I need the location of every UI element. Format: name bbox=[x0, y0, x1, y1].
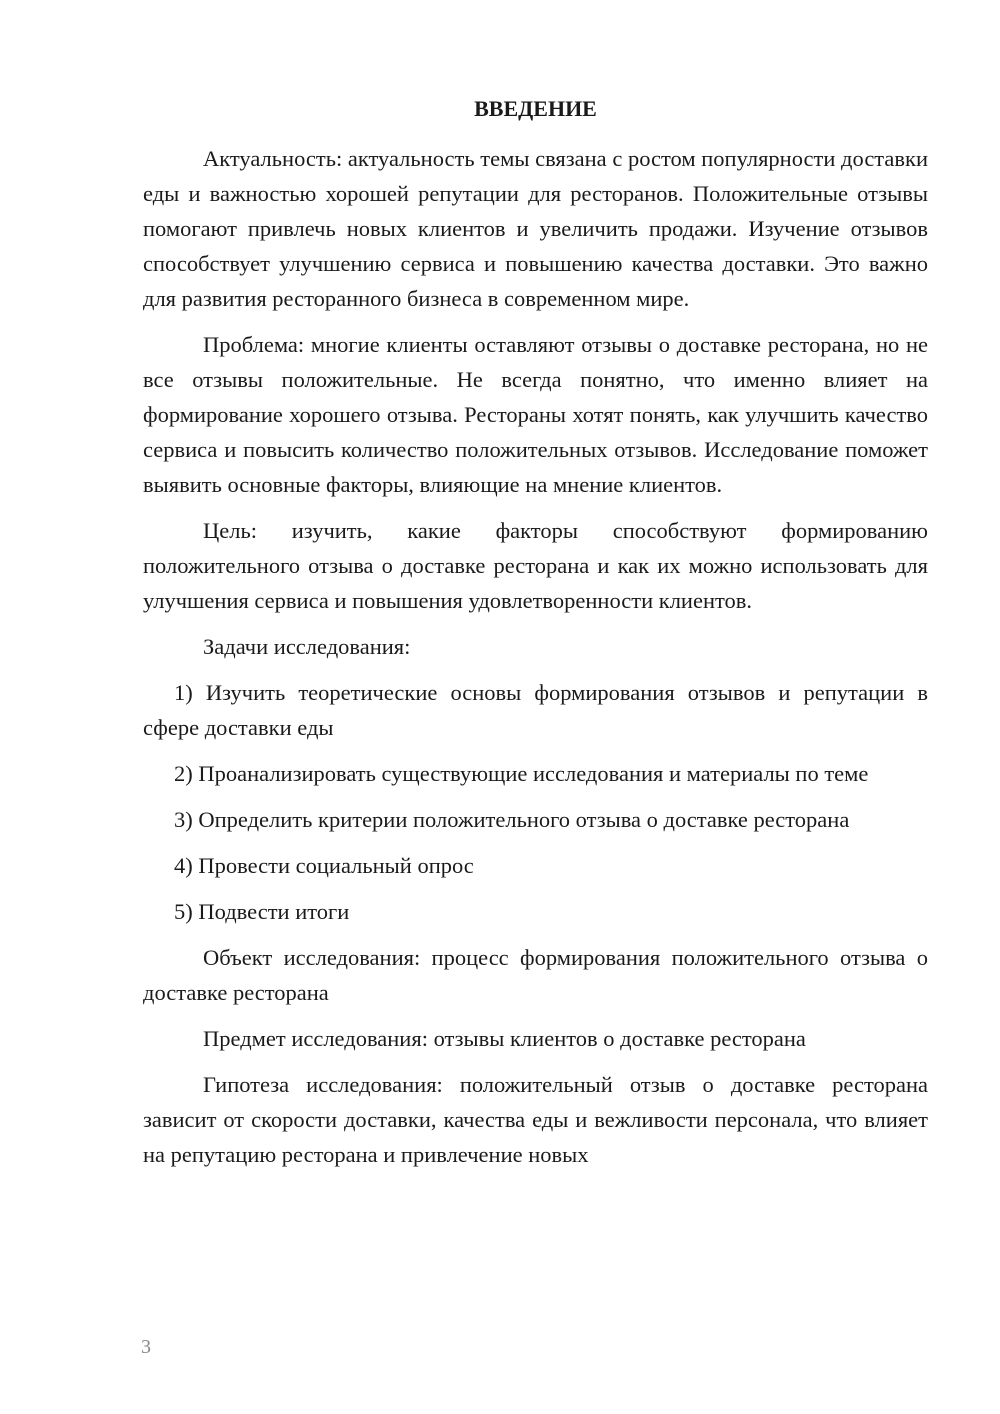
task-item-4: 4) Провести социальный опрос bbox=[174, 853, 474, 878]
problem-paragraph: Проблема: многие клиенты оставляют отзывы о доставке ресторана, но не все отзывы положительные. Не всегда понятно, что именно влияет на формирование хорошего отзыва. Рестораны хотят понять, как улучшить качество сервиса и повысить количество положительных отзывов. Исследование поможет выявить основные факторы, влияющие на мнение клиентов. bbox=[143, 332, 928, 497]
task-item-3: 3) Определить критерии положительного отзыва о доставке ресторана bbox=[174, 807, 850, 832]
subject-paragraph: Предмет исследования: отзывы клиентов о доставке ресторана bbox=[203, 1026, 806, 1051]
object-paragraph: Объект исследования: процесс формирования положительного отзыва о доставке ресторана bbox=[143, 945, 928, 1005]
tasks-heading: Задачи исследования: bbox=[203, 634, 411, 659]
goal-paragraph: Цель: изучить, какие факторы способствуют формированию положительного отзыва о доставке ресторана и как их можно использовать для улучшения сервиса и повышения удовлетворенности клиентов. bbox=[143, 518, 928, 613]
section-title: ВВЕДЕНИЕ bbox=[474, 96, 597, 121]
task-item-5: 5) Подвести итоги bbox=[174, 899, 350, 924]
relevance-paragraph: Актуальность: актуальность темы связана с ростом популярности доставки еды и важностью хорошей репутации для ресторанов. Положительные отзывы помогают привлечь новых клиентов и увеличить продажи. Изучение отзывов способствует улучшению сервиса и повышению качества доставки. Это важно для развития ресторанного бизнеса в современном мире. bbox=[143, 146, 928, 311]
task-item-1: 1) Изучить теоретические основы формирования отзывов и репутации в сфере доставки еды bbox=[143, 680, 928, 740]
page-number-label: 3 bbox=[141, 1336, 151, 1358]
document-body bbox=[143, 94, 928, 1172]
task-item-2: 2) Проанализировать существующие исследования и материалы по теме bbox=[174, 761, 869, 786]
page-number bbox=[72, 1334, 1000, 1360]
hypothesis-paragraph: Гипотеза исследования: положительный отзыв о доставке ресторана зависит от скорости доставки, качества еды и вежливости персонала, что влияет на репутацию ресторана и привлечение новых bbox=[143, 1072, 928, 1167]
